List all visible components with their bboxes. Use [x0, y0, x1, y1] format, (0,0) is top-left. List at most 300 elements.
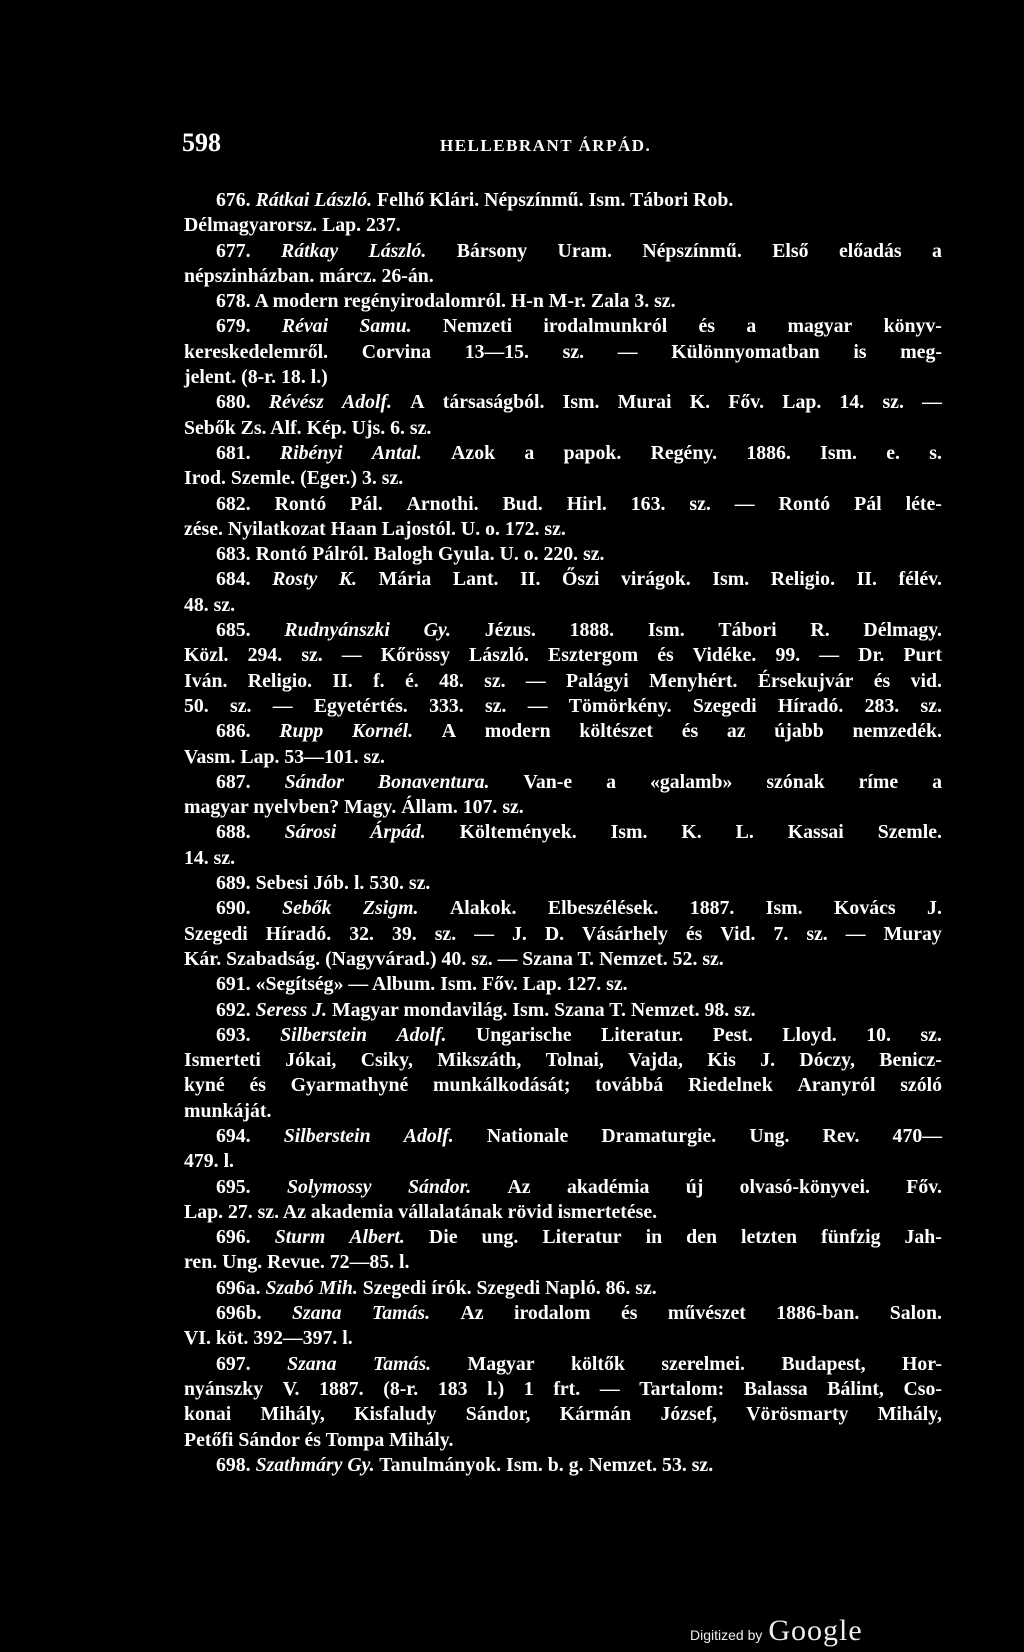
word: — [527, 694, 548, 717]
word: kyné [184, 1074, 225, 1097]
word: Híradó. [265, 922, 332, 945]
word: Elbeszélések. [547, 897, 659, 920]
word: és [249, 1074, 266, 1097]
text-line [184, 542, 942, 567]
word: Hirl. [566, 492, 607, 515]
google-logo: Google [768, 1614, 863, 1647]
word: Tömörkény. [568, 694, 672, 717]
word: Kőrössy [380, 644, 450, 667]
word: Délmagy. [863, 619, 942, 642]
word: Iván. [184, 669, 228, 692]
word: 48. [439, 669, 464, 692]
word: Menyhért. [649, 669, 738, 692]
text-run: 14. sz. [184, 846, 236, 869]
word: is [853, 340, 867, 363]
text-line [184, 1352, 942, 1377]
word: László. [368, 239, 427, 262]
text-line [184, 213, 942, 238]
bibliography-text [184, 188, 942, 1478]
word: az [726, 720, 746, 743]
word: Az [507, 1175, 531, 1198]
word: L. [735, 821, 754, 844]
digitized-watermark [690, 1614, 863, 1648]
text-line [184, 795, 942, 820]
word: Szemle. [877, 821, 942, 844]
word: Budapest, [781, 1352, 866, 1375]
text-line [184, 719, 942, 744]
text-run: ren. Ung. Revue. 72—85. l. [184, 1251, 410, 1274]
text-line [184, 416, 942, 441]
word: Tartalom: [639, 1377, 725, 1400]
word: 1888. [569, 619, 615, 642]
text-run: 48. sz. [184, 593, 236, 616]
word: 690. [216, 897, 251, 920]
text-line [184, 618, 942, 643]
word: Mihály, [260, 1403, 325, 1426]
word: Religio. [770, 568, 836, 591]
running-head: HELLEBRANT ÁRPÁD. [440, 136, 652, 155]
word: K. [689, 391, 711, 414]
word: Ungarische [475, 1023, 572, 1046]
word: 686. [216, 720, 251, 743]
text-line [184, 517, 942, 542]
text-run: 696a. [216, 1276, 266, 1299]
text-line [184, 314, 942, 339]
text-line [184, 1023, 942, 1048]
word: munkálkodását; [433, 1074, 571, 1097]
word: 679. [216, 315, 251, 338]
word: Die [428, 1226, 458, 1249]
word: — [922, 391, 942, 414]
word: Magyar [467, 1352, 535, 1375]
word: l.) [487, 1377, 505, 1400]
word: 294. [247, 644, 283, 667]
word: Adolf. [342, 391, 393, 414]
text-run: 676. [216, 189, 256, 211]
word: (8-r. [383, 1377, 419, 1400]
text-line [184, 390, 942, 415]
word: Mihály, [877, 1403, 942, 1426]
word: Népszínmű. [642, 239, 742, 262]
word: előadás [838, 239, 902, 262]
word: Rontó [778, 492, 831, 515]
word: Jókai, [285, 1049, 337, 1072]
word: — [734, 492, 755, 515]
text-run: Délmagyarorsz. Lap. 237. [184, 214, 401, 237]
word: V. [282, 1377, 300, 1400]
text-line [184, 1276, 942, 1301]
word: és [657, 644, 674, 667]
word: 163. [630, 492, 666, 515]
word: Szegedi [184, 922, 248, 945]
word: Literatur. [601, 1023, 684, 1046]
word: Árpád. [370, 821, 426, 844]
word: sz. [484, 694, 507, 717]
word: II. [856, 568, 877, 591]
word: Adolf. [403, 1124, 454, 1147]
text-line [184, 669, 942, 694]
word: Tamás. [371, 1302, 431, 1325]
word: K. [338, 568, 357, 591]
word: Sebők [282, 897, 332, 920]
word: 694. [216, 1124, 251, 1147]
text-line [184, 1453, 942, 1478]
word: Nemzeti [442, 315, 513, 338]
word: Kovács [834, 897, 896, 920]
word: Tolnai, [545, 1049, 604, 1072]
word: Ism. [820, 441, 857, 464]
word: Szana [287, 1352, 337, 1375]
word: Pál [854, 492, 882, 515]
word: 13—15. [464, 340, 529, 363]
text-line [184, 466, 942, 491]
word: 39. [391, 922, 417, 945]
word: Muray [883, 922, 942, 945]
word: Nationale [486, 1124, 569, 1147]
text-line [184, 1124, 942, 1149]
word: Lloyd. [782, 1023, 837, 1046]
word: 1887. [689, 897, 735, 920]
word: fünfzig [821, 1226, 881, 1249]
word: sz. [882, 391, 904, 414]
word: Pest. [712, 1023, 753, 1046]
word: Ism. [712, 568, 750, 591]
word: ung. [481, 1226, 519, 1249]
word: és [698, 315, 716, 338]
word: Zsigm. [362, 897, 419, 920]
word: Különnyomatban [671, 340, 820, 363]
word: Vid. [720, 922, 756, 945]
word: Kisfaludy [354, 1403, 437, 1426]
word: Mária [378, 568, 432, 591]
word: Arnothi. [406, 492, 479, 515]
word: Literatur [542, 1226, 622, 1249]
text-line [184, 846, 942, 871]
word: papok. [563, 441, 622, 464]
text-line [184, 745, 942, 770]
word: Révai [281, 315, 329, 338]
word: — [845, 922, 866, 945]
text-run: munkáját. [184, 1099, 272, 1122]
word: Egyetértés. [313, 694, 408, 717]
word: 695. [216, 1175, 251, 1198]
word: Ism. [765, 897, 803, 920]
word: 7. [773, 922, 789, 945]
word: «galamb» [649, 770, 733, 793]
word: Murai [617, 391, 672, 414]
text-line [184, 1428, 942, 1453]
word: Alakok. [449, 897, 517, 920]
word: 697. [216, 1352, 251, 1375]
word: II. [332, 669, 353, 692]
word: — [341, 644, 362, 667]
text-run: Vasm. Lap. 53—101. sz. [184, 745, 385, 768]
word: — [599, 1377, 620, 1400]
word: a [524, 441, 535, 464]
word: J. [927, 897, 942, 920]
word: félév. [898, 568, 942, 591]
word: Uram. [557, 239, 612, 262]
word: f. [373, 669, 385, 692]
word: Cso- [903, 1377, 942, 1400]
text-line [184, 239, 942, 264]
word: Kármán [559, 1403, 632, 1426]
text-line [184, 947, 942, 972]
word: magyar [787, 315, 853, 338]
word: Kis [707, 1049, 736, 1072]
word: 685. [216, 619, 251, 642]
word: Religio. [247, 669, 313, 692]
word: Vidéke. [692, 644, 757, 667]
text-line [184, 1073, 942, 1098]
text-run: VI. köt. 392—397. l. [184, 1327, 353, 1350]
word: Sárosi [284, 821, 337, 844]
watermark-prefix: Digitized by [690, 1627, 763, 1643]
word: modern [484, 720, 551, 743]
word: költők [571, 1352, 625, 1375]
word: a [932, 239, 942, 262]
word: — [525, 669, 546, 692]
word: Vásárhely [582, 922, 668, 945]
word: Samu. [359, 315, 412, 338]
word: 14. [839, 391, 865, 414]
word: Esztergom [548, 644, 639, 667]
word: 684. [216, 568, 251, 591]
text-line [184, 1326, 942, 1351]
word: 470— [892, 1124, 942, 1147]
text-run: Kár. Szabadság. (Nagyvárad.) 40. sz. — Szana T. Nemzet. 52. sz. [184, 947, 724, 970]
word: Híradó. [777, 694, 844, 717]
text-line [184, 593, 942, 618]
word: J. [760, 1049, 776, 1072]
word: Pál. [350, 492, 383, 515]
word: Antal. [371, 441, 422, 464]
word: könyv- [883, 315, 942, 338]
word: J. [512, 922, 527, 945]
word: sz. [230, 694, 252, 717]
word: virágok. [620, 568, 691, 591]
word: Rupp [279, 720, 324, 743]
text-line [184, 1402, 942, 1427]
word: 688. [216, 821, 251, 844]
text-line [184, 188, 942, 213]
text-line [184, 289, 942, 314]
page-header [182, 128, 942, 168]
word: sz. [920, 1023, 942, 1046]
word: A [441, 720, 457, 743]
word: — [819, 644, 840, 667]
word: Benicz- [879, 1049, 942, 1072]
word: Bud. [502, 492, 543, 515]
word: Sturm [274, 1226, 326, 1249]
word: K. [681, 821, 702, 844]
word: Első [772, 239, 809, 262]
word: sz. [301, 644, 323, 667]
word: társaságból. [442, 391, 545, 414]
word: és [873, 669, 891, 692]
word: 693. [216, 1023, 251, 1046]
text-run: 691. «Segítség» — Album. Ism. Főv. Lap. 127. sz. [216, 973, 628, 996]
word: Vajda, [628, 1049, 683, 1072]
word: Csiky, [360, 1049, 413, 1072]
word: Mikszáth, [437, 1049, 522, 1072]
word: szónak [766, 770, 825, 793]
word: 32. [349, 922, 374, 945]
word: II. [520, 568, 541, 591]
word: Rátkay [281, 239, 339, 262]
word: 687. [216, 770, 251, 793]
text-run: Sebők Zs. Alf. Kép. Ujs. 6. sz. [184, 416, 432, 439]
text-line [184, 567, 942, 592]
word: frt. [553, 1377, 581, 1400]
word: Rontó [274, 492, 327, 515]
word: Az [460, 1302, 484, 1325]
text-line [184, 441, 942, 466]
word: 10. [866, 1023, 891, 1046]
text-line [184, 264, 942, 289]
word: Ung. [749, 1124, 790, 1147]
text-line [184, 1250, 942, 1275]
word: Főv. [728, 391, 765, 414]
text-line [184, 972, 942, 997]
word: a [606, 770, 617, 793]
text-run: 678. A modern regényirodalomról. H-n M-r. Zala 3. sz. [216, 290, 676, 313]
text-run: 692. [216, 998, 256, 1021]
word: Ribényi [279, 441, 343, 464]
text-line [184, 643, 942, 668]
word: Rosty [272, 568, 318, 591]
word: 183 [437, 1377, 468, 1400]
word: 1887. [319, 1377, 364, 1400]
word: József, [660, 1403, 718, 1426]
word: Aranyról [797, 1074, 876, 1097]
word: 677. [216, 239, 251, 262]
text-line [184, 820, 942, 845]
word: 680. [216, 391, 251, 414]
text-run: Szegedi írók. Szegedi Napló. 86. sz. [357, 1276, 657, 1299]
word: Jah- [904, 1226, 942, 1249]
word: ríme [858, 770, 899, 793]
text-line [184, 998, 942, 1023]
word: — [617, 340, 638, 363]
text-run: jelent. (8-r. 18. l.) [184, 366, 328, 389]
text-run: Szabó Mih. [265, 1276, 358, 1299]
text-line [184, 1377, 942, 1402]
word: s. [929, 441, 942, 464]
text-line [184, 896, 942, 921]
text-line [184, 1099, 942, 1124]
text-run: 698. [216, 1453, 256, 1476]
text-line [184, 492, 942, 517]
word: szóló [900, 1074, 942, 1097]
text-run: 479. l. [184, 1150, 235, 1173]
word: A [410, 391, 425, 414]
word: Gyarmathyné [290, 1074, 409, 1097]
text-run: Tanulmányok. Ism. b. g. Nemzet. 53. sz. [374, 1453, 714, 1476]
word: konai [184, 1403, 232, 1426]
word: Közl. [184, 644, 229, 667]
word: nemzedék. [852, 720, 942, 743]
word: — [272, 694, 293, 717]
word: irodalmunkról [543, 315, 668, 338]
word: Palágyi [566, 669, 629, 692]
word: olvasó-könyvei. [739, 1175, 870, 1198]
word: Lant. [452, 568, 499, 591]
word: Dr. [858, 644, 885, 667]
word: akadémia [566, 1175, 650, 1198]
word: e. [886, 441, 900, 464]
word: Silberstein [283, 1124, 371, 1147]
text-run: Lap. 27. sz. Az akademia vállalatának rövid ismertetése. [184, 1200, 658, 1223]
text-run: magyar nyelvben? Magy. Állam. 107. sz. [184, 796, 524, 819]
word: Szegedi [692, 694, 757, 717]
word: 696b. [216, 1302, 262, 1325]
word: Regény. [650, 441, 718, 464]
text-run: Petőfi Sándor és Tompa Mihály. [184, 1428, 454, 1451]
word: 696. [216, 1226, 251, 1249]
text-run: Magyar mondavilág. Ism. Szana T. Nemzet. 98. sz. [327, 998, 756, 1021]
word: Tamás. [373, 1352, 432, 1375]
word: sz. [920, 694, 942, 717]
text-line [184, 871, 942, 896]
text-line [184, 770, 942, 795]
word: Rev. [822, 1124, 860, 1147]
word: den [686, 1226, 717, 1249]
text-line [184, 1200, 942, 1225]
word: Hor- [902, 1352, 942, 1375]
word: sz. [484, 669, 506, 692]
text-line [184, 694, 942, 719]
word: R. [810, 619, 830, 642]
word: 682. [216, 492, 251, 515]
text-run: 689. Sebesi Jób. l. 530. sz. [216, 872, 431, 895]
word: és [685, 922, 703, 945]
word: Bálint, [827, 1377, 884, 1400]
text-line [184, 1149, 942, 1174]
text-run: Felhő Klári. Népszínmű. Ism. Tábori Rob. [372, 189, 734, 211]
text-run: Rátkai László. [255, 189, 373, 211]
text-line [184, 1048, 942, 1073]
text-run: népszinházban. márcz. 26-án. [184, 264, 434, 287]
word: 50. [184, 694, 209, 717]
word: Őszi [562, 568, 600, 591]
word: újabb [774, 720, 824, 743]
text-line [184, 1175, 942, 1200]
word: Érsekujvár [757, 669, 854, 692]
word: 681. [216, 441, 251, 464]
word: továbbá [595, 1074, 664, 1097]
word: Van-e [523, 770, 573, 793]
word: Dóczy, [799, 1049, 855, 1072]
word: László. [469, 644, 529, 667]
word: Lap. [782, 391, 822, 414]
text-line [184, 922, 942, 947]
word: D. [544, 922, 565, 945]
word: és [620, 1302, 638, 1325]
word: a [746, 315, 757, 338]
text-line [184, 1225, 942, 1250]
word: Riedelnek [688, 1074, 773, 1097]
word: vid. [910, 669, 942, 692]
word: Solymossy [286, 1175, 372, 1198]
word: 283. [864, 694, 900, 717]
word: Dramaturgie. [601, 1124, 717, 1147]
word: 99. [775, 644, 801, 667]
word: 1 [523, 1377, 534, 1400]
word: Bársony [456, 239, 528, 262]
word: in [645, 1226, 663, 1249]
text-run: 683. Rontó Pálról. Balogh Gyula. U. o. 220. sz. [216, 543, 605, 566]
